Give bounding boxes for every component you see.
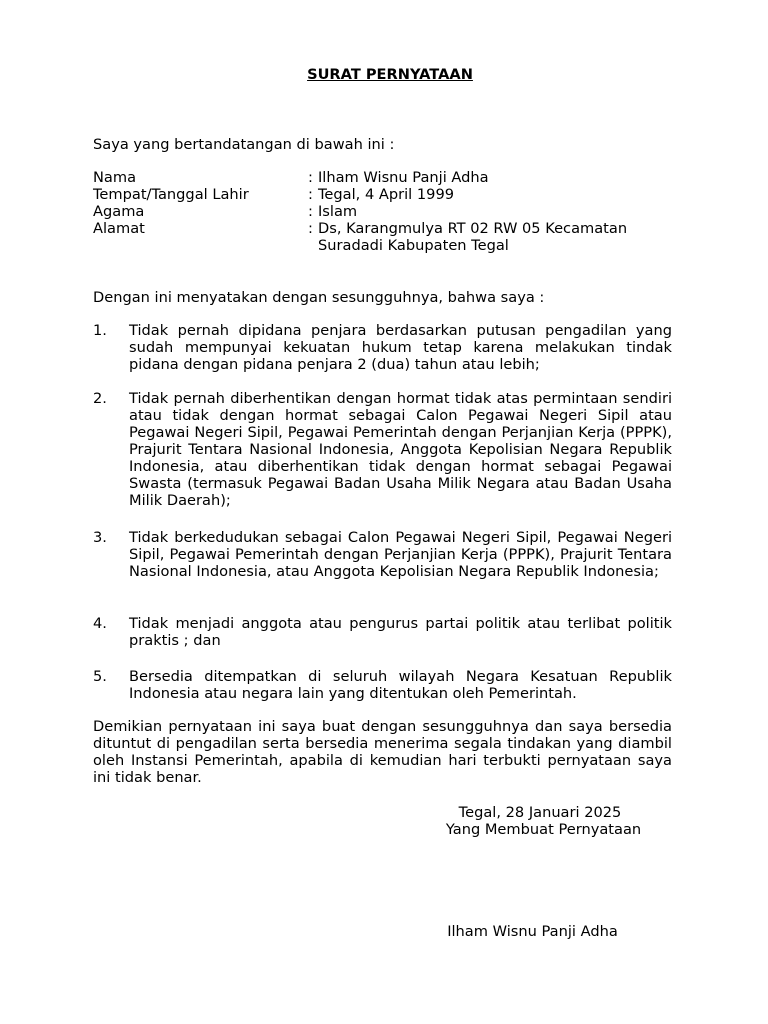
identity-colon: : (308, 169, 313, 186)
list-item-number: 2. (93, 390, 107, 407)
list-item (93, 390, 672, 509)
list-item (93, 322, 672, 373)
identity-value: Islam (318, 203, 358, 220)
identity-row-birth (93, 186, 672, 203)
list-item-text: Tidak berkedudukan sebagai Calon Pegawai Negeri Sipil, Pegawai Negeri Sipil, Pegawai Pemerintah dengan Perjanjian Kerja (PPPK), Prajurit Tentara Nasional Indonesia, atau Anggota Kepolisian Negara Republik Indonesia; (129, 529, 672, 580)
identity-label: Alamat (93, 220, 145, 237)
identity-colon: : (308, 220, 313, 237)
identity-block (93, 169, 672, 254)
list-item-number: 3. (93, 529, 107, 546)
list-item (93, 615, 672, 649)
identity-label: Tempat/Tanggal Lahir (93, 186, 249, 203)
list-item-number: 5. (93, 668, 107, 685)
identity-row-name (93, 169, 672, 186)
identity-label: Agama (93, 203, 145, 220)
list-item-text: Bersedia ditempatkan di seluruh wilayah Negara Kesatuan Republik Indonesia atau negara lain yang ditentukan oleh Pemerintah. (129, 668, 672, 702)
identity-value: Ds, Karangmulya RT 02 RW 05 Kecamatan Suradadi Kabupaten Tegal (318, 220, 628, 254)
signature-name: Ilham Wisnu Panji Adha (447, 923, 618, 940)
list-item-number: 1. (93, 322, 107, 339)
identity-label: Nama (93, 169, 137, 186)
list-item-text: Tidak menjadi anggota atau pengurus partai politik atau terlibat politik praktis ; dan (129, 615, 672, 649)
closing-paragraph: Demikian pernyataan ini saya buat dengan sesungguhnya dan saya bersedia dituntut di pengadilan serta bersedia menerima segala tindakan yang diambil oleh Instansi Pemerintah, apabila di kemudian hari terbukti pernyataan saya ini tidak benar. (93, 718, 672, 786)
list-item (93, 529, 672, 580)
identity-colon: : (308, 186, 313, 203)
identity-value: Ilham Wisnu Panji Adha (318, 169, 489, 186)
list-item (93, 668, 672, 702)
list-item-text: Tidak pernah dipidana penjara berdasarkan putusan pengadilan yang sudah mempunyai kekuatan hukum tetap karena melakukan tindak pidana dengan pidana penjara 2 (dua) tahun atau lebih; (129, 322, 672, 373)
signature-place-date: Tegal, 28 Januari 2025 (458, 804, 622, 821)
intro-text: Saya yang bertandatangan di bawah ini : (93, 136, 395, 153)
signature-role: Yang Membuat Pernyataan (445, 821, 642, 838)
document-title: SURAT PERNYATAAN (307, 66, 473, 83)
identity-row-address (93, 220, 672, 254)
identity-value: Tegal, 4 April 1999 (318, 186, 455, 203)
identity-row-religion (93, 203, 672, 220)
declaration-intro: Dengan ini menyatakan dengan sesungguhnya, bahwa saya : (93, 289, 545, 306)
identity-colon: : (308, 203, 313, 220)
list-item-number: 4. (93, 615, 107, 632)
list-item-text: Tidak pernah diberhentikan dengan hormat tidak atas permintaan sendiri atau tidak dengan hormat sebagai Calon Pegawai Negeri Sipil atau Pegawai Negeri Sipil, Pegawai Pemerintah dengan Perjanjian Kerja (PPPK), Prajurit Tentara Nasional Indonesia, Anggota Kepolisian Negara Republik Indonesia, atau diberhentikan tidak dengan hormat sebagai Pegawai Swasta (termasuk Pegawai Badan Usaha Milik Negara atau Badan Usaha Milik Daerah); (129, 390, 672, 509)
